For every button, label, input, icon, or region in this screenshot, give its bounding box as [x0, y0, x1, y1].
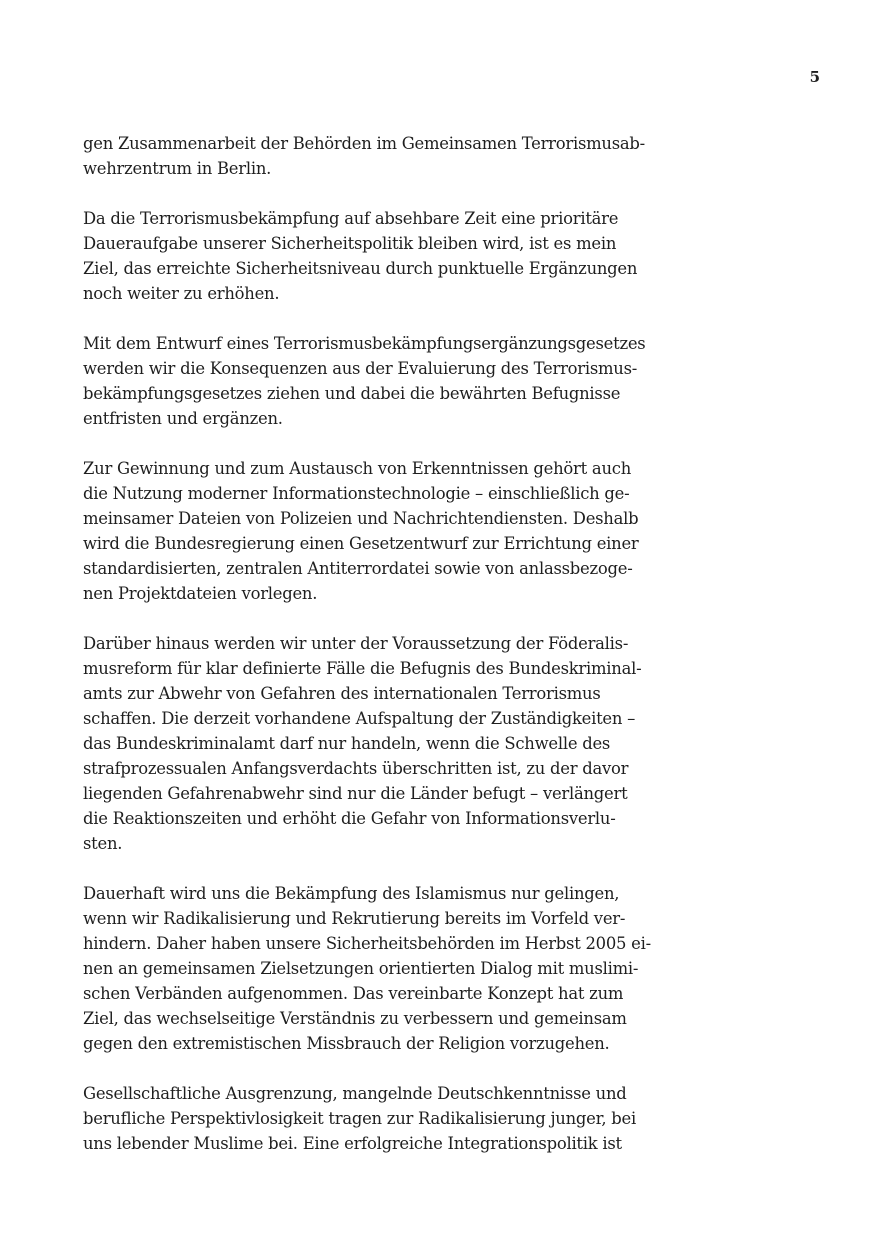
text-line: liegenden Gefahrenabwehr sind nur die Länder befugt – verlängert: [83, 784, 628, 803]
paragraph-2: [83, 206, 663, 306]
text-line: hindern. Daher haben unsere Sicherheitsbehörden im Herbst 2005 ei-: [83, 934, 651, 953]
paragraph-7: [83, 1081, 663, 1156]
paragraph-1: [83, 131, 663, 181]
text-line: bekämpfungsgesetzes ziehen und dabei die bewährten Befugnisse: [83, 384, 621, 403]
text-line: Ziel, das erreichte Sicherheitsniveau durch punktuelle Ergänzungen: [83, 259, 638, 278]
text-line: amts zur Abwehr von Gefahren des internationalen Terrorismus: [83, 684, 601, 703]
paragraph-5: [83, 631, 663, 856]
text-line: Da die Terrorismusbekämpfung auf absehbare Zeit eine prioritäre: [83, 209, 619, 228]
text-line: meinsamer Dateien von Polizeien und Nachrichtendiensten. Deshalb: [83, 509, 639, 528]
text-line: Ziel, das wechselseitige Verständnis zu verbessern und gemeinsam: [83, 1009, 627, 1028]
text-line: uns lebender Muslime bei. Eine erfolgreiche Integrationspolitik ist: [83, 1134, 622, 1153]
paragraph-4: [83, 456, 663, 606]
body-text: [83, 131, 663, 1181]
text-line: Daueraufgabe unserer Sicherheitspolitik bleiben wird, ist es mein: [83, 234, 617, 253]
text-line: das Bundeskriminalamt darf nur handeln, wenn die Schwelle des: [83, 734, 611, 753]
text-line: wenn wir Radikalisierung und Rekrutierung bereits im Vorfeld ver-: [83, 909, 626, 928]
text-line: Zur Gewinnung und zum Austausch von Erkenntnissen gehört auch: [83, 459, 631, 478]
text-line: standardisierten, zentralen Antiterrordatei sowie von anlassbezoge-: [83, 559, 633, 578]
text-line: sten.: [83, 834, 123, 853]
text-line: entfristen und ergänzen.: [83, 409, 283, 428]
text-line: musreform für klar definierte Fälle die Befugnis des Bundeskriminal-: [83, 659, 642, 678]
page-number: 5: [809, 68, 820, 86]
text-line: nen Projektdateien vorlegen.: [83, 584, 318, 603]
text-line: die Nutzung moderner Informationstechnologie – einschließlich ge-: [83, 484, 630, 503]
text-line: nen an gemeinsamen Zielsetzungen orientierten Dialog mit muslimi-: [83, 959, 639, 978]
text-line: berufliche Perspektivlosigkeit tragen zur Radikalisierung junger, bei: [83, 1109, 636, 1128]
text-line: noch weiter zu erhöhen.: [83, 284, 280, 303]
text-line: strafprozessualen Anfangsverdachts überschritten ist, zu der davor: [83, 759, 629, 778]
text-line: werden wir die Konsequenzen aus der Evaluierung des Terrorismus-: [83, 359, 638, 378]
text-line: gegen den extremistischen Missbrauch der Religion vorzugehen.: [83, 1034, 610, 1053]
paragraph-3: [83, 331, 663, 431]
text-line: gen Zusammenarbeit der Behörden im Gemeinsamen Terrorismusab-: [83, 134, 645, 153]
text-line: Gesellschaftliche Ausgrenzung, mangelnde Deutschkenntnisse und: [83, 1084, 627, 1103]
text-line: schen Verbänden aufgenommen. Das vereinbarte Konzept hat zum: [83, 984, 624, 1003]
text-line: Mit dem Entwurf eines Terrorismusbekämpfungsergänzungsgesetzes: [83, 334, 646, 353]
text-line: Dauerhaft wird uns die Bekämpfung des Islamismus nur gelingen,: [83, 884, 620, 903]
text-line: wehrzentrum in Berlin.: [83, 159, 272, 178]
text-line: Darüber hinaus werden wir unter der Voraussetzung der Föderalis-: [83, 634, 629, 653]
text-line: die Reaktionszeiten und erhöht die Gefahr von Informationsverlu-: [83, 809, 616, 828]
text-line: schaffen. Die derzeit vorhandene Aufspaltung der Zuständigkeiten –: [83, 709, 636, 728]
paragraph-6: [83, 881, 663, 1056]
text-line: wird die Bundesregierung einen Gesetzentwurf zur Errichtung einer: [83, 534, 639, 553]
